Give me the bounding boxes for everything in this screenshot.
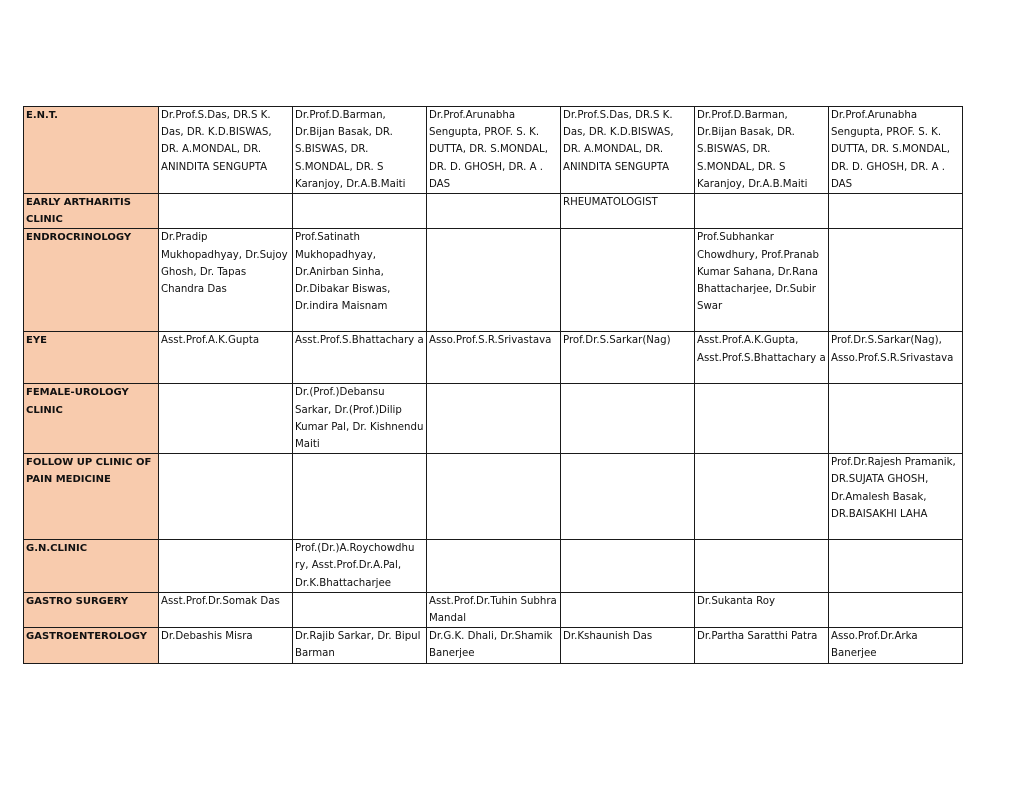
doctor-cell — [159, 194, 293, 229]
doctor-cell: Prof.Dr.S.Sarkar(Nag), Asso.Prof.S.R.Srivastava — [829, 332, 963, 384]
doctor-cell: Dr.Prof.D.Barman, Dr.Bijan Basak, DR. S.BISWAS, DR. S.MONDAL, DR. S Karanjoy, Dr.A.B.Maiti — [293, 107, 427, 194]
doctor-cell — [427, 229, 561, 332]
doctor-cell: Dr.Partha Saratthi Patra — [695, 628, 829, 663]
table-row — [24, 592, 963, 627]
doctor-cell: Asso.Prof.Dr.Arka Banerjee — [829, 628, 963, 663]
department-cell: ENDROCRINOLOGY — [24, 229, 159, 332]
doctor-cell — [427, 454, 561, 540]
table-row — [24, 332, 963, 384]
doctor-cell — [427, 540, 561, 593]
table-row — [24, 229, 963, 332]
doctor-cell — [427, 194, 561, 229]
department-cell: G.N.CLINIC — [24, 540, 159, 593]
doctor-cell: Dr.Prof.Arunabha Sengupta, PROF. S. K. DUTTA, DR. S.MONDAL, DR. D. GHOSH, DR. A . DAS — [427, 107, 561, 194]
doctor-cell — [293, 194, 427, 229]
table-body — [24, 107, 963, 664]
department-cell: GASTRO SURGERY — [24, 592, 159, 627]
doctor-cell: Dr.Sukanta Roy — [695, 592, 829, 627]
doctor-cell — [561, 540, 695, 593]
table-row — [24, 107, 963, 194]
doctor-cell: Dr.Rajib Sarkar, Dr. Bipul Barman — [293, 628, 427, 663]
doctor-cell: Asso.Prof.S.R.Srivastava — [427, 332, 561, 384]
doctor-cell: Asst.Prof.Dr.Somak Das — [159, 592, 293, 627]
doctor-cell: Asst.Prof.A.K.Gupta — [159, 332, 293, 384]
doctor-cell: RHEUMATOLOGIST — [561, 194, 695, 229]
doctor-cell — [159, 454, 293, 540]
doctor-cell: Dr.(Prof.)Debansu Sarkar, Dr.(Prof.)Dilip Kumar Pal, Dr. Kishnendu Maiti — [293, 384, 427, 454]
doctor-cell — [293, 592, 427, 627]
doctor-cell: Asst.Prof.S.Bhattachary a — [293, 332, 427, 384]
doctor-cell — [829, 194, 963, 229]
department-cell: FEMALE-UROLOGY CLINIC — [24, 384, 159, 454]
doctor-cell: Dr.Prof.S.Das, DR.S K. Das, DR. K.D.BISWAS, DR. A.MONDAL, DR. ANINDITA SENGUPTA — [561, 107, 695, 194]
doctor-cell — [561, 384, 695, 454]
doctor-cell — [427, 384, 561, 454]
doctor-cell — [293, 454, 427, 540]
doctor-cell — [829, 592, 963, 627]
doctor-cell — [829, 540, 963, 593]
doctor-cell: Dr.Prof.D.Barman, Dr.Bijan Basak, DR. S.BISWAS, DR. S.MONDAL, DR. S Karanjoy, Dr.A.B.Maiti — [695, 107, 829, 194]
doctor-cell: Dr.Kshaunish Das — [561, 628, 695, 663]
doctor-cell: Prof.Satinath Mukhopadhyay, Dr.Anirban Sinha, Dr.Dibakar Biswas, Dr.indira Maisnam — [293, 229, 427, 332]
doctor-cell: Dr.G.K. Dhali, Dr.Shamik Banerjee — [427, 628, 561, 663]
doctor-cell: Dr.Prof.Arunabha Sengupta, PROF. S. K. DUTTA, DR. S.MONDAL, DR. D. GHOSH, DR. A . DAS — [829, 107, 963, 194]
doctor-cell — [159, 540, 293, 593]
department-cell: GASTROENTEROLOGY — [24, 628, 159, 663]
department-cell: EARLY ARTHARITIS CLINIC — [24, 194, 159, 229]
table-row — [24, 454, 963, 540]
department-cell: E.N.T. — [24, 107, 159, 194]
doctor-cell: Prof.Subhankar Chowdhury, Prof.Pranab Kumar Sahana, Dr.Rana Bhattacharjee, Dr.Subir Swar — [695, 229, 829, 332]
doctor-cell — [561, 229, 695, 332]
doctor-cell — [159, 384, 293, 454]
doctor-cell: Prof.Dr.Rajesh Pramanik, DR.SUJATA GHOSH, Dr.Amalesh Basak, DR.BAISAKHI LAHA — [829, 454, 963, 540]
doctor-cell: Asst.Prof.A.K.Gupta, Asst.Prof.S.Bhattachary a — [695, 332, 829, 384]
doctor-cell: Dr.Pradip Mukhopadhyay, Dr.Sujoy Ghosh, Dr. Tapas Chandra Das — [159, 229, 293, 332]
doctor-cell — [561, 454, 695, 540]
doctor-cell — [561, 592, 695, 627]
table-row — [24, 540, 963, 593]
doctor-cell: Dr.Prof.S.Das, DR.S K. Das, DR. K.D.BISWAS, DR. A.MONDAL, DR. ANINDITA SENGUPTA — [159, 107, 293, 194]
doctor-cell: Asst.Prof.Dr.Tuhin Subhra Mandal — [427, 592, 561, 627]
department-cell: FOLLOW UP CLINIC OF PAIN MEDICINE — [24, 454, 159, 540]
table-row — [24, 628, 963, 663]
doctor-cell — [829, 384, 963, 454]
doctor-cell: Dr.Debashis Misra — [159, 628, 293, 663]
doctor-cell — [695, 454, 829, 540]
doctor-cell: Prof.Dr.S.Sarkar(Nag) — [561, 332, 695, 384]
doctor-cell — [695, 384, 829, 454]
table-row — [24, 194, 963, 229]
doctor-cell: Prof.(Dr.)A.Roychowdhu ry, Asst.Prof.Dr.A.Pal, Dr.K.Bhattacharjee — [293, 540, 427, 593]
doctor-cell — [695, 194, 829, 229]
table-row — [24, 384, 963, 454]
doctor-cell — [829, 229, 963, 332]
department-cell: EYE — [24, 332, 159, 384]
doctor-cell — [695, 540, 829, 593]
doctor-schedule-table — [23, 106, 963, 664]
